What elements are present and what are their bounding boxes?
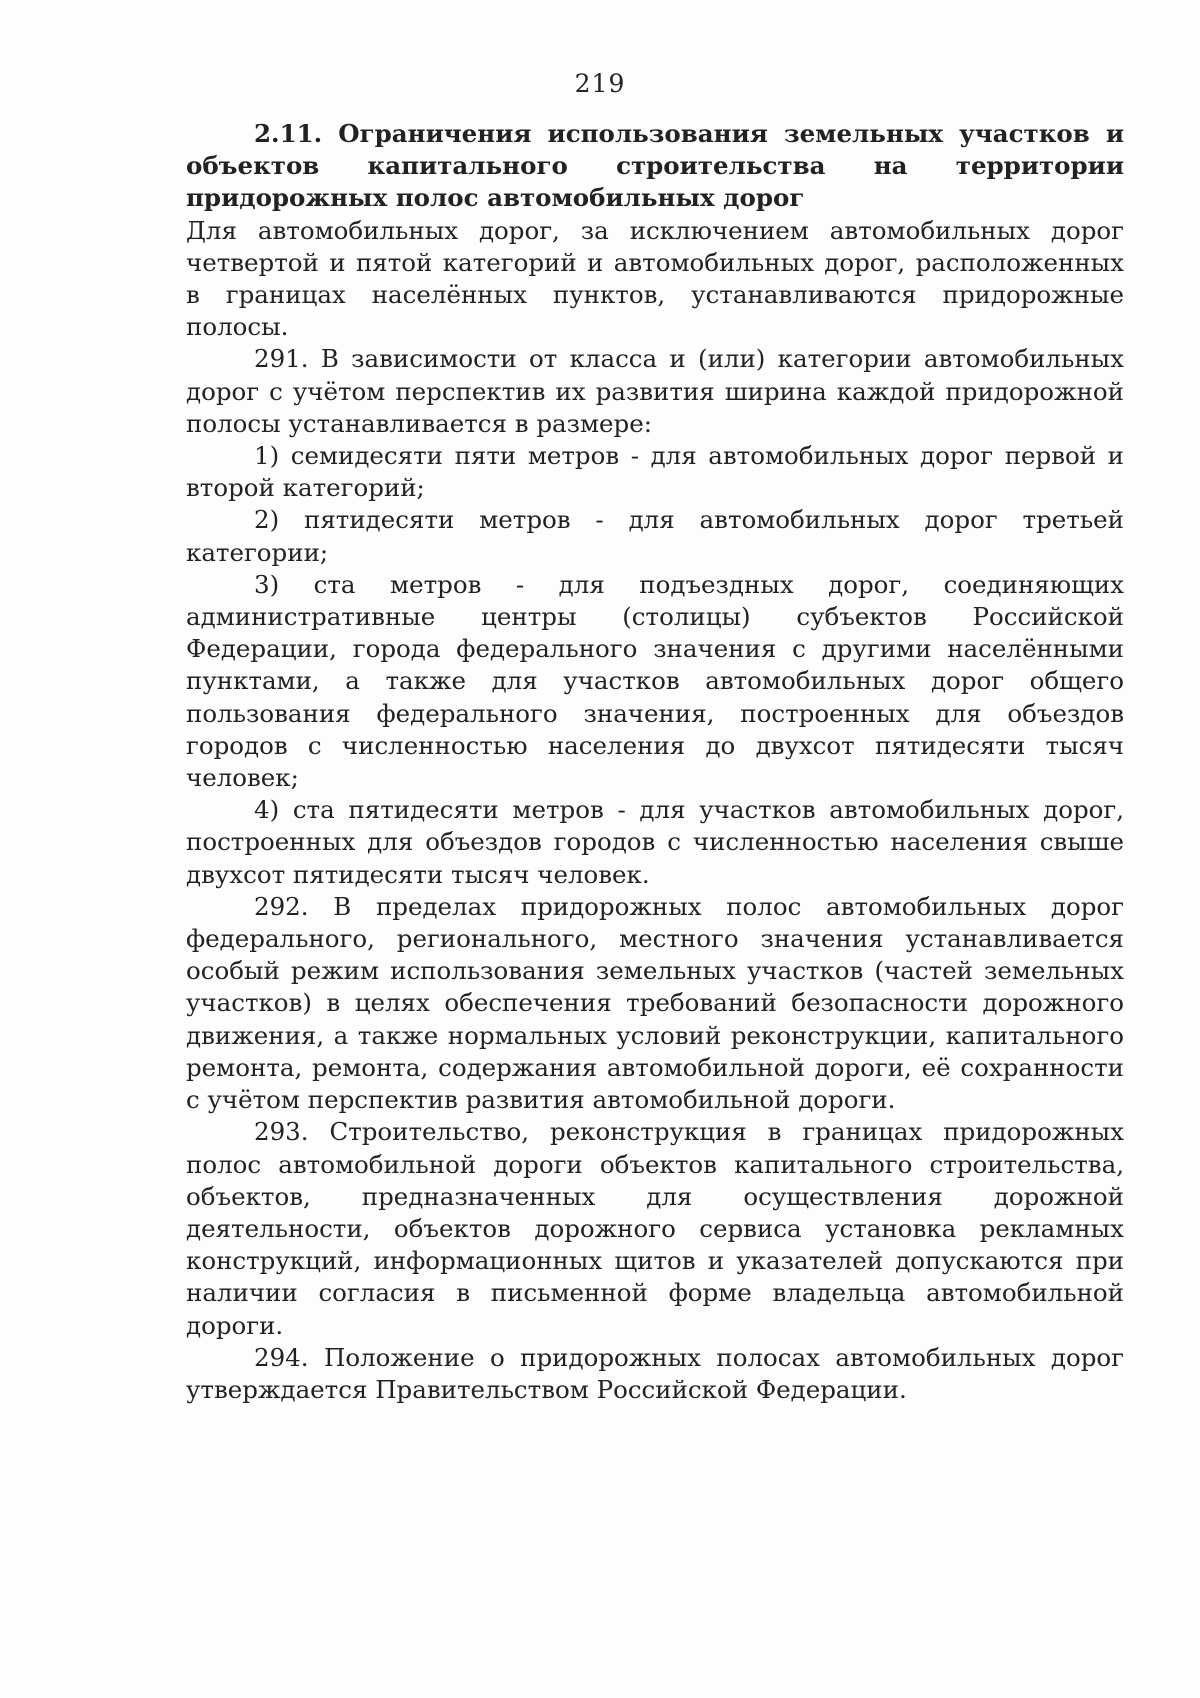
- paragraph-291: 291. В зависимости от класса и (или) категории автомобильных дорог с учётом перспектив их развития ширина каждой придорожной полосы устанавливается в размере:: [186, 344, 1124, 438]
- section-intro: Для автомобильных дорог, за исключением автомобильных дорог четвертой и пятой категорий и автомобильных дорог, расположенных в границах населённых пунктов, устанавливаются придорожные полосы.: [186, 215, 1124, 342]
- list-item-4: 4) ста пятидесяти метров - для участков автомобильных дорог, построенных для объездов городов с численностью населения свыше двухсот пятидесяти тысяч человек.: [186, 795, 1124, 889]
- list-item-1: 1) семидесяти пяти метров - для автомобильных дорог первой и второй категорий;: [186, 441, 1124, 503]
- section-heading: 2.11. Ограничения использования земельных участков и объектов капитального строительства на территории придорожных полос автомобильных дорог: [186, 119, 1124, 213]
- list-item-3: 3) ста метров - для подъездных дорог, соединяющих административные центры (столицы) субъектов Российской Федерации, города федерального значения с другими населёнными пунктами, а также для участков автомобильных дорог общего пользования федерального значения, построенных для объездов городов с численностью населения до двухсот пятидесяти тысяч человек;: [186, 569, 1124, 793]
- paragraph-292: 292. В пределах придорожных полос автомобильных дорог федерального, регионального, местного значения устанавливается особый режим использования земельных участков (частей земельных участков) в целях обеспечения требований безопасности дорожного движения, а также нормальных условий реконструкции, капитального ремонта, ремонта, содержания автомобильной дороги, её сохранности с учётом перспектив развития автомобильной дороги.: [186, 891, 1124, 1115]
- paragraph-294: 294. Положение о придорожных полосах автомобильных дорог утверждается Правительством Российской Федерации.: [186, 1342, 1124, 1404]
- page-number: 219: [574, 69, 626, 98]
- paragraph-293: 293. Строительство, реконструкция в границах придорожных полос автомобильной дороги объектов капитального строительства, объектов, предназначенных для осуществления дорожной деятельности, объектов дорожного сервиса установка рекламных конструкций, информационных щитов и указателей допускаются при наличии согласия в письменной форме владельца автомобильной дороги.: [186, 1117, 1124, 1340]
- list-item-2: 2) пятидесяти метров - для автомобильных дорог третьей категории;: [186, 505, 1124, 567]
- document-body: [186, 118, 1124, 1406]
